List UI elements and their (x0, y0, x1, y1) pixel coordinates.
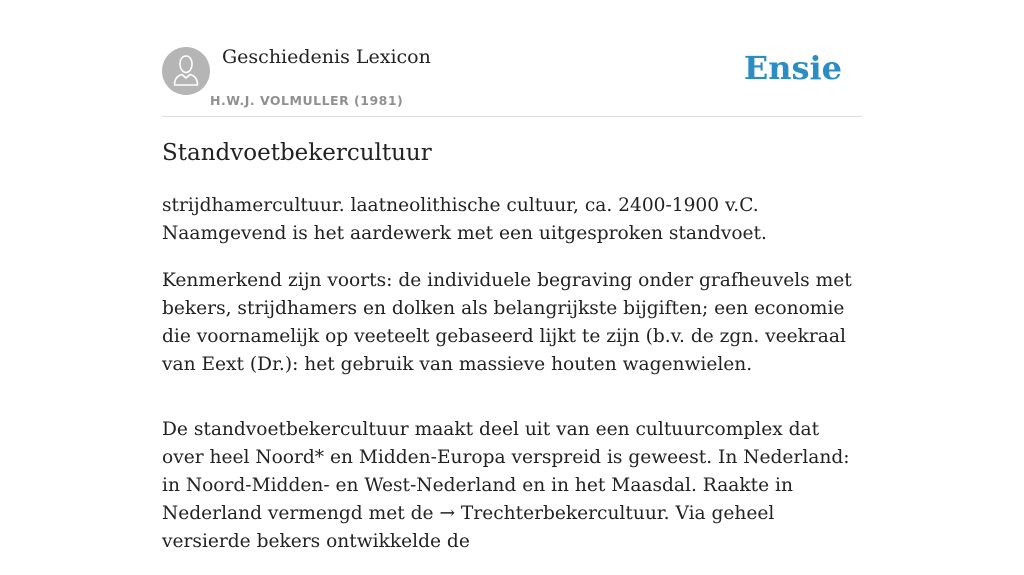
article-title: Standvoetbekercultuur (162, 140, 432, 166)
source-header (162, 0, 862, 117)
article-body (162, 192, 862, 575)
article-paragraph: Kenmerkend zijn voorts: de individuele begraving onder grafheuvels met bekers, strijdhamers en dolken als belangrijkste bijgiften; een economie die voornamelijk op veeteelt gebaseerd lijkt te zijn (b.v. de zgn. veekraal van Eext (Dr.): het gebruik van massieve houten wagenwielen. (162, 270, 852, 375)
article-paragraph: De standvoetbekercultuur maakt deel uit van een cultuurcomplex dat over heel Noord* en Midden-Europa verspreid is geweest. In Nederland: in Noord-Midden- en West-Nederland en in het Maasdal. Raakte in Nederland vermengd met de → Trechterbekercultuur. Via geheel versierde bekers ontwikkelde de (162, 419, 850, 552)
page (162, 0, 862, 552)
author-avatar[interactable] (162, 47, 210, 95)
source-title[interactable]: Geschiedenis Lexicon (222, 46, 431, 68)
ensie-logo-link[interactable]: Ensie (743, 49, 842, 87)
article-paragraph: strijdhamercultuur. laatneolithische cultuur, ca. 2400-1900 v.C. Naamgevend is het aardewerk met een uitgesproken standvoet. (162, 195, 767, 244)
user-icon (162, 47, 210, 95)
source-author[interactable]: H.W.J. VOLMULLER (1981) (210, 93, 404, 108)
